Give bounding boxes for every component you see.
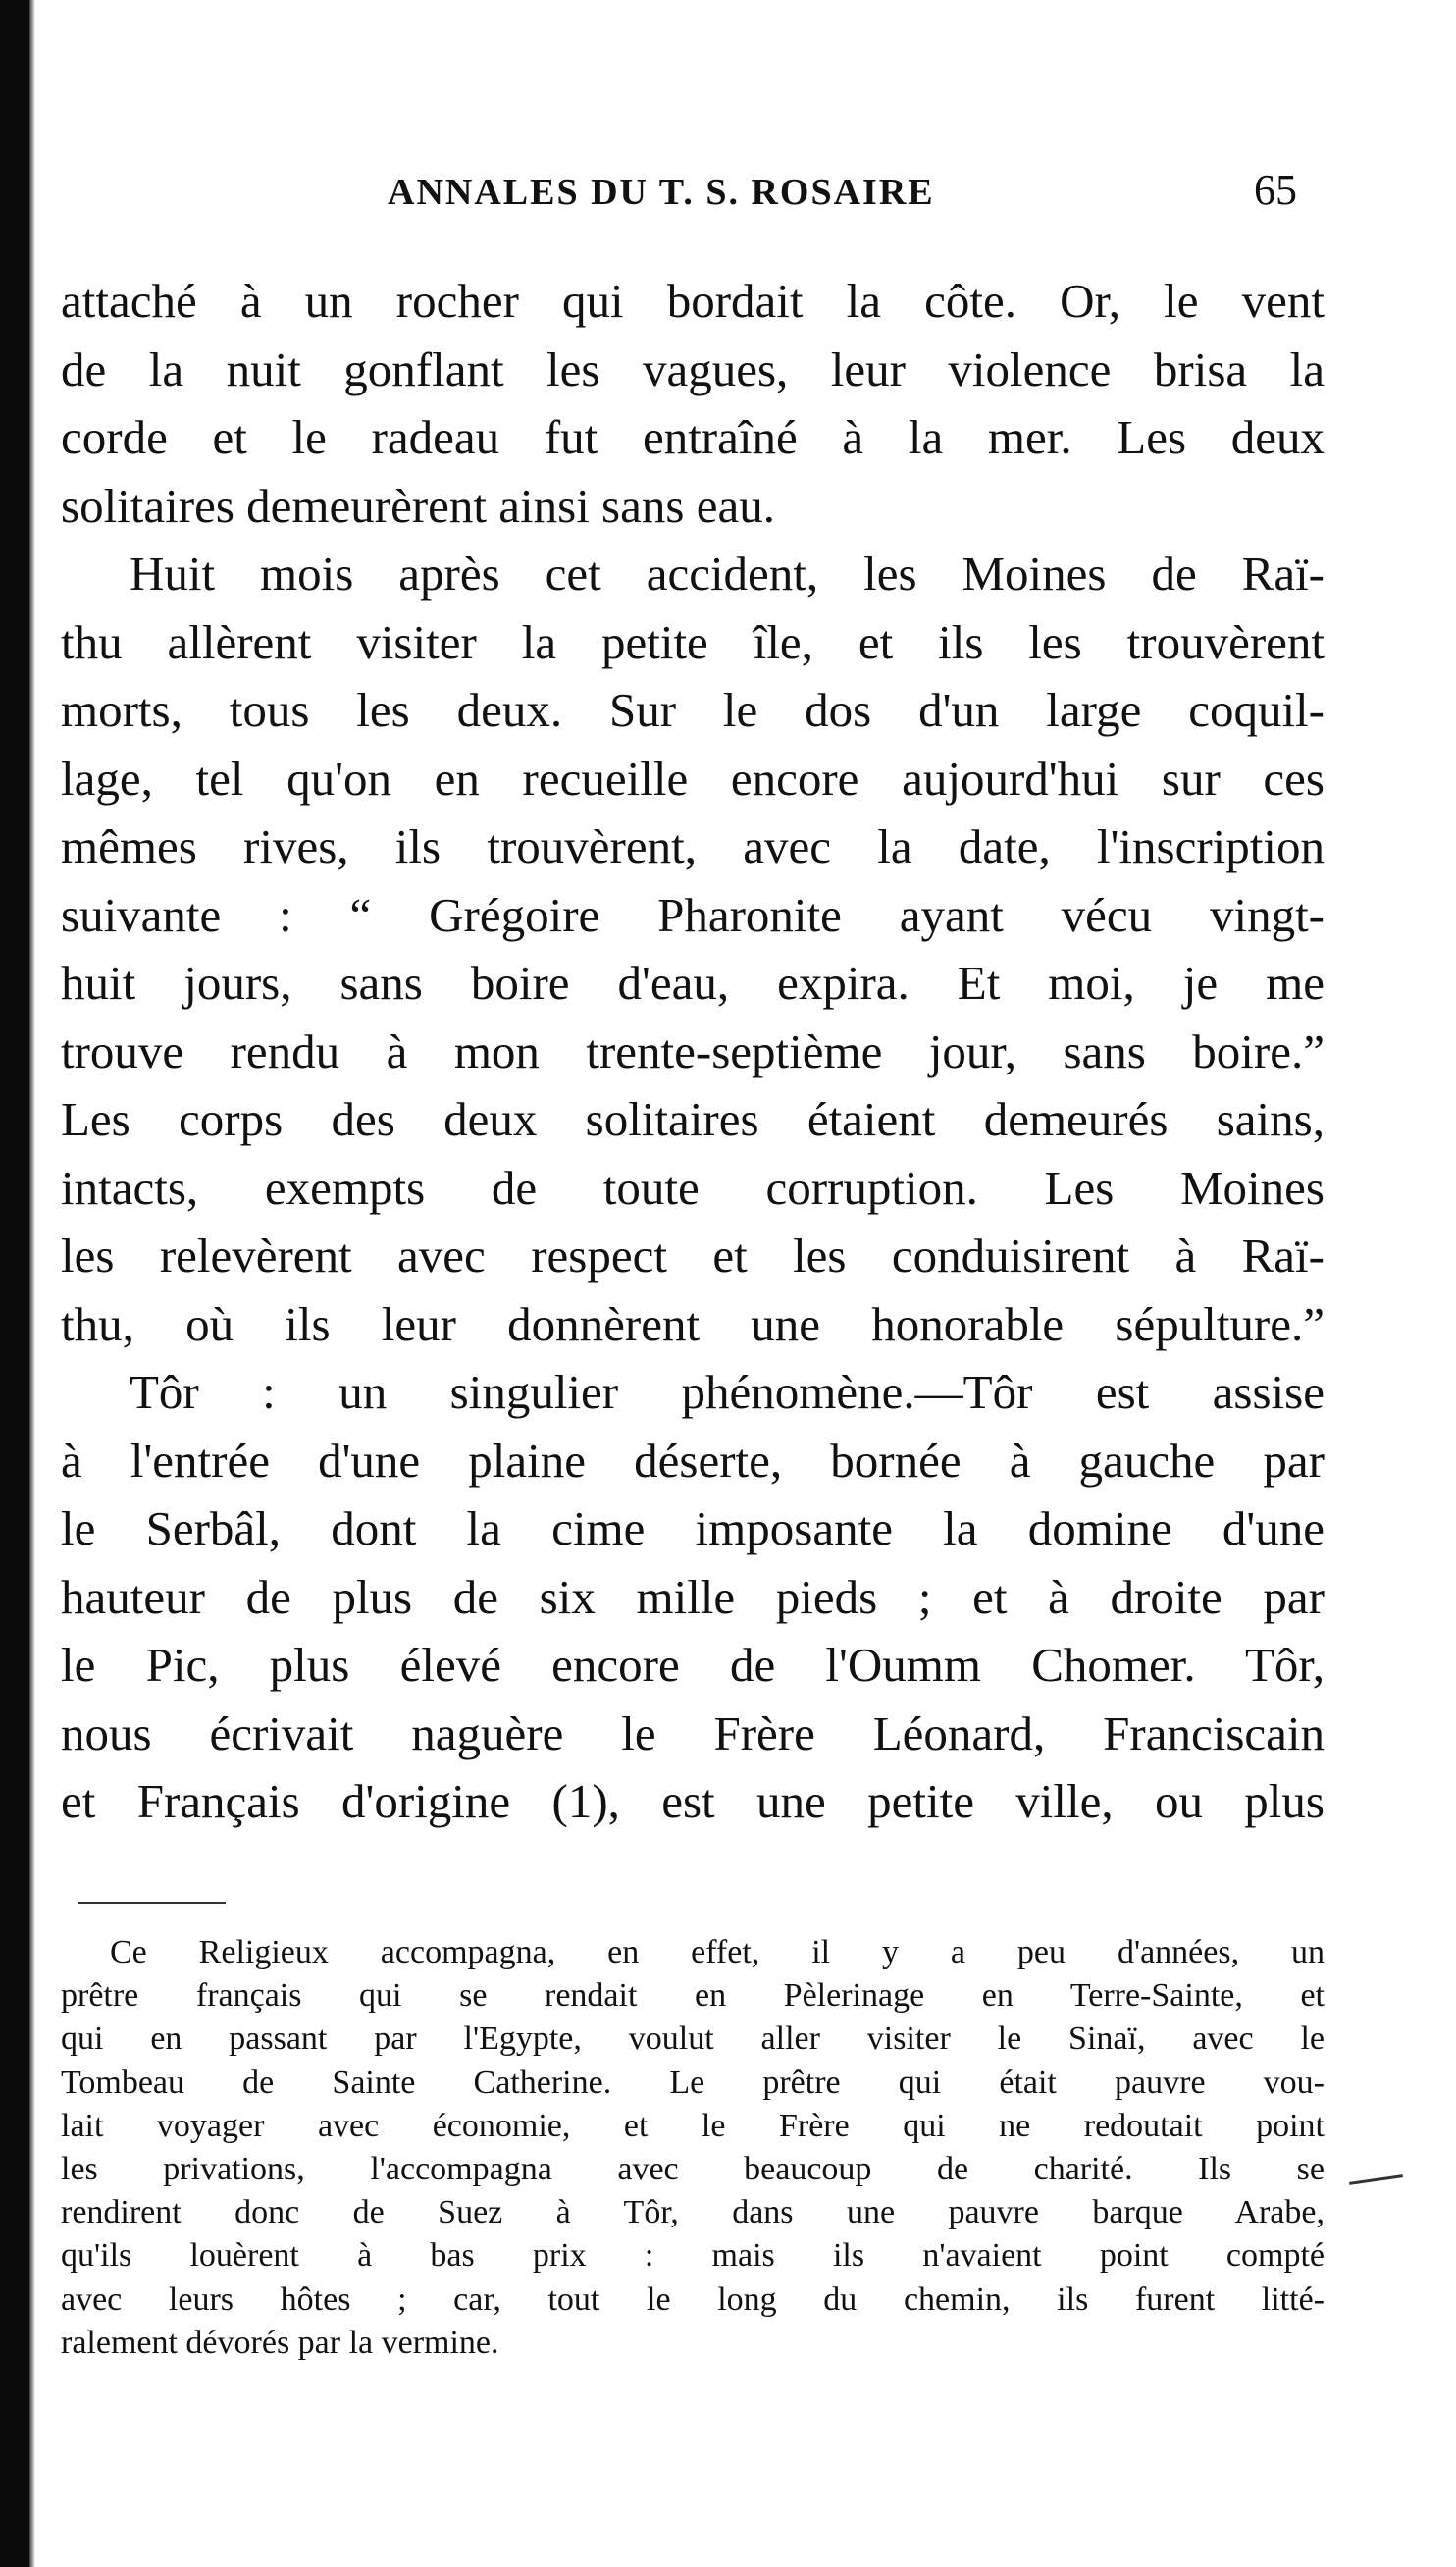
- text-line: thu allèrent visiter la petite île, et ils les trouvèrent: [61, 614, 1325, 669]
- text-line: à l'entrée d'une plaine déserte, bornée à gauche par: [61, 1433, 1325, 1488]
- text-line: morts, tous les deux. Sur le dos d'un large coquil-: [61, 683, 1325, 737]
- page-header: [59, 165, 1334, 224]
- footnote-line: qu'ils louèrent à bas prix : mais ils n'avaient point compté: [61, 2237, 1325, 2275]
- footnote-line: avec leurs hôtes ; car, tout le long du chemin, ils furent litté-: [61, 2280, 1325, 2318]
- text-line: intacts, exempts de toute corruption. Les Moines: [61, 1160, 1325, 1215]
- footnote-line: lait voyager avec économie, et le Frère qui ne redoutait point: [61, 2107, 1325, 2144]
- text-line: les relevèrent avec respect et les conduisirent à Raï-: [61, 1229, 1325, 1283]
- footnote-line: Ce Religieux accompagna, en effet, il y a peu d'années, un: [110, 1934, 1325, 1970]
- text-line: thu, où ils leur donnèrent une honorable sépulture.”: [61, 1296, 1325, 1351]
- page-number: 65: [1254, 166, 1297, 214]
- footnote: [61, 1931, 1325, 2365]
- text-line: attaché à un rocher qui bordait la côte. Or, le vent: [61, 274, 1325, 328]
- footnote-line: ralement dévorés par la vermine.: [61, 2324, 499, 2361]
- text-line: Huit mois après cet accident, les Moines de Raï-: [130, 547, 1325, 601]
- text-line: nous écrivait naguère le Frère Léonard, Franciscain: [61, 1705, 1325, 1760]
- footnote-line: rendirent donc de Suez à Tôr, dans une pauvre barque Arabe,: [61, 2194, 1325, 2231]
- text-line: suivante : “ Grégoire Pharonite ayant vécu vingt-: [61, 887, 1325, 942]
- footnote-line: qui en passant par l'Egypte, voulut aller visiter le Sinaï, avec le: [61, 2020, 1325, 2058]
- footnote-line: Tombeau de Sainte Catherine. Le prêtre qui était pauvre vou-: [61, 2064, 1325, 2101]
- text-line: mêmes rives, ils trouvèrent, avec la date, l'inscription: [61, 819, 1325, 873]
- text-line: huit jours, sans boire d'eau, expira. Et moi, je me: [61, 956, 1325, 1010]
- text-line: solitaires demeurèrent ainsi sans eau.: [61, 478, 775, 533]
- spine-edge-gradient: [29, 0, 35, 2567]
- text-line: et Français d'origine (1), est une petite ville, ou plus: [61, 1774, 1325, 1828]
- text-line: de la nuit gonflant les vagues, leur violence brisa la: [61, 341, 1325, 396]
- margin-mark: [1349, 2174, 1403, 2185]
- text-line: hauteur de plus de six mille pieds ; et à droite par: [61, 1569, 1325, 1624]
- footnote-line: les privations, l'accompagna avec beaucoup de charité. Ils se: [61, 2150, 1325, 2187]
- section-heading-line: Tôr : un singulier phénomène.—Tôr est assise: [130, 1365, 1325, 1419]
- footnote-line: prêtre français qui se rendait en Pèlerinage en Terre-Sainte, et: [61, 1977, 1325, 2015]
- text-line: Les corps des deux solitaires étaient demeurés sains,: [61, 1092, 1325, 1146]
- text-line: corde et le radeau fut entraîné à la mer. Les deux: [61, 410, 1325, 464]
- text-line: le Pic, plus élevé encore de l'Oumm Chomer. Tôr,: [61, 1638, 1325, 1692]
- footnote-rule: [78, 1902, 226, 1904]
- body-text: [61, 267, 1325, 1836]
- running-head: ANNALES DU T. S. ROSAIRE: [388, 172, 935, 213]
- text-line: lage, tel qu'on en recueille encore aujourd'hui sur ces: [61, 751, 1325, 806]
- text-line: trouve rendu à mon trente-septième jour, sans boire.”: [61, 1023, 1325, 1078]
- text-line: le Serbâl, dont la cime imposante la domine d'une: [61, 1501, 1325, 1555]
- book-spine-shadow: [0, 0, 29, 2567]
